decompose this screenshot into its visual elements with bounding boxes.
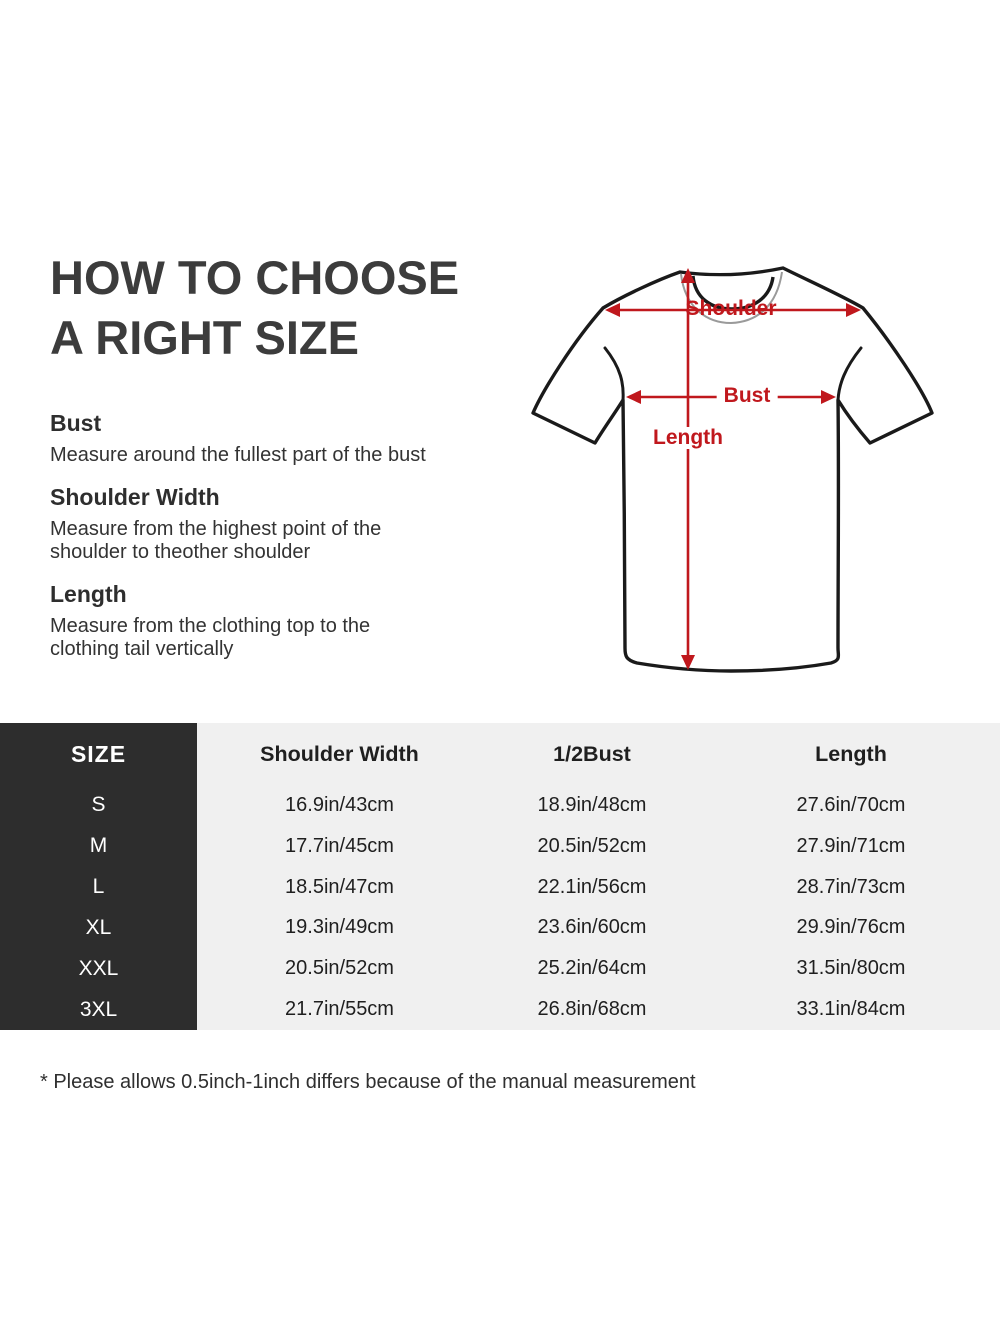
shoulder-value-xl: 19.3in/49cm	[285, 916, 394, 939]
length-section-text-1: Measure from the clothing top to the	[50, 615, 371, 637]
shoulder-value-m: 17.7in/45cm	[285, 834, 394, 857]
bust-section	[50, 410, 500, 467]
col-header-shoulder-width: Shoulder Width	[260, 741, 419, 766]
size-label-s: S	[91, 793, 106, 817]
length-value-3xl: 33.1in/84cm	[796, 998, 906, 1021]
half-bust-value-3xl: 26.8in/68cm	[537, 998, 647, 1021]
half-bust-value-s: 18.9in/48cm	[537, 793, 647, 816]
shoulder-value-xxl: 20.5in/52cm	[285, 957, 394, 980]
length-value-l: 28.7in/73cm	[796, 875, 906, 898]
col-header-half-bust: 1/2Bust	[553, 741, 631, 766]
length-arrow-label: Length	[646, 427, 730, 449]
shoulder-value-l: 18.5in/47cm	[285, 875, 394, 898]
shoulder-width-section-title: Shoulder Width	[50, 484, 220, 510]
length-section	[50, 581, 500, 661]
shoulder-value-s: 16.9in/43cm	[285, 793, 394, 816]
tshirt-measurement-diagram	[525, 250, 945, 680]
col-header-size: SIZE	[70, 740, 127, 767]
length-value-xl: 29.9in/76cm	[796, 916, 906, 939]
shoulder-width-section-text-2: shoulder to theother shoulder	[50, 541, 311, 563]
size-chart-table	[0, 723, 1000, 1030]
size-label-xxl: XXL	[78, 956, 119, 980]
size-label-l: L	[92, 875, 105, 899]
half-bust-value-l: 22.1in/56cm	[537, 875, 647, 898]
shoulder-arrow-label: Shoulder	[685, 297, 777, 320]
bust-section-title: Bust	[50, 410, 102, 436]
shoulder-width-section	[50, 484, 500, 564]
half-bust-value-m: 20.5in/52cm	[537, 834, 647, 857]
size-label-m: M	[89, 834, 108, 858]
length-value-s: 27.6in/70cm	[796, 793, 906, 816]
length-section-text-2: clothing tail vertically	[50, 638, 234, 660]
bust-section-text: Measure around the fullest part of the bust	[50, 444, 426, 466]
length-value-m: 27.9in/71cm	[796, 834, 906, 857]
size-label-3xl: 3XL	[79, 997, 118, 1021]
bust-arrow-label: Bust	[717, 385, 778, 407]
page-title-line1: HOW TO CHOOSE	[50, 251, 460, 304]
page-title-line2: A RIGHT SIZE	[50, 311, 359, 364]
size-label-xl: XL	[85, 915, 112, 939]
shoulder-value-3xl: 21.7in/55cm	[285, 998, 394, 1021]
half-bust-value-xl: 23.6in/60cm	[537, 916, 647, 939]
shoulder-width-section-text-1: Measure from the highest point of the	[50, 518, 382, 540]
col-header-length: Length	[815, 741, 887, 766]
length-value-xxl: 31.5in/80cm	[796, 957, 906, 980]
half-bust-value-xxl: 25.2in/64cm	[537, 957, 647, 980]
tshirt-body-shape	[533, 268, 932, 671]
measurement-disclaimer: * Please allows 0.5inch-1inch differs because of the manual measurement	[40, 1071, 696, 1093]
measurement-instructions	[50, 410, 500, 678]
length-section-title: Length	[50, 581, 127, 607]
page-title	[50, 248, 459, 368]
